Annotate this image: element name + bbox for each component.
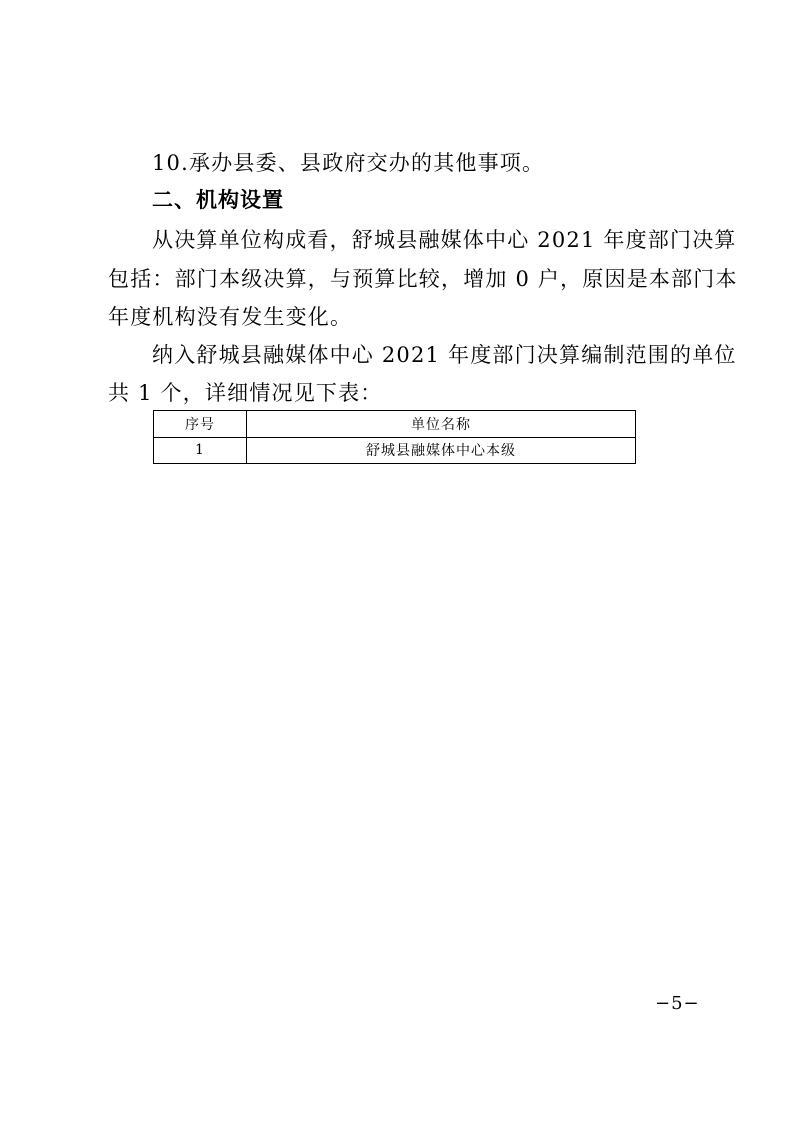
page-number: −5− [655,993,700,1014]
paragraph-line: 年度机构没有发生变化。 [108,305,353,329]
paragraph-line: 共 1 个，详细情况见下表： [108,381,383,405]
item-10-line: 10.承办县委、县政府交办的其他事项。 [152,151,545,175]
paragraph-line: 从决算单位构成看，舒城县融媒体中心 2021 年度部门决算 [152,228,737,252]
cell-unit-name: 舒城县融媒体中心本级 [366,443,516,460]
header-cell-index: 序号 [154,411,247,437]
header-cell-unit-name: 单位名称 [411,416,471,433]
section-2-heading: 二、机构设置 [152,188,284,212]
table-row [154,437,635,464]
paragraph-line: 纳入舒城县融媒体中心 2021 年度部门决算编制范围的单位 [152,343,737,367]
unit-table [153,410,636,464]
cell-index: 1 [154,438,247,464]
paragraph-line: 包括：部门本级决算，与预算比较，增加 0 户，原因是本部门本 [108,267,738,291]
table-header-row [154,411,635,437]
